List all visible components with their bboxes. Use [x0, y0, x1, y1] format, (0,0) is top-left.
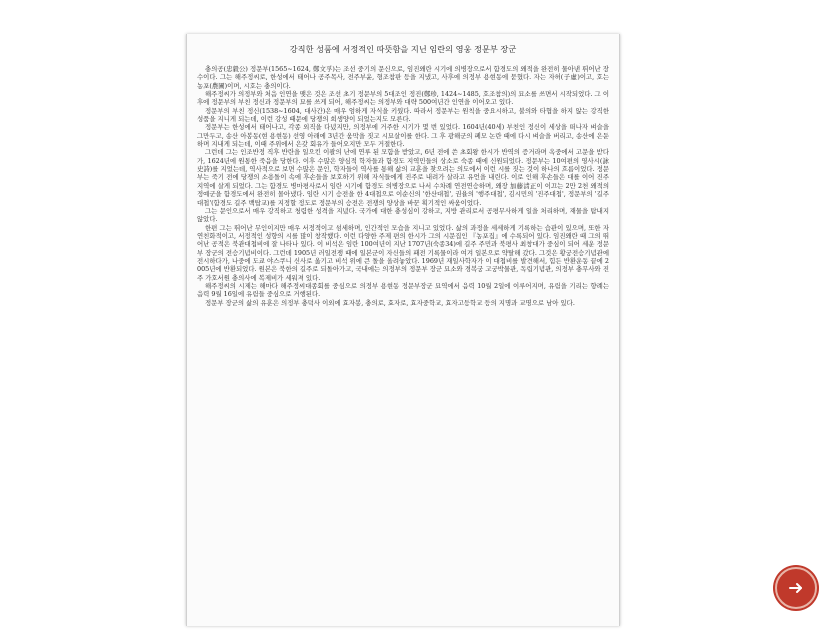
document-title: 강직한 성품에 서정적인 따뜻함을 지닌 임란의 영웅 정문부 장군	[289, 44, 517, 54]
paragraph: 정문부는 한성에서 태어나고, 각종 외직을 다녔지만, 의정부에 거주한 시기가 몇 번 있었다. 1604년(40세) 부친인 정신이 세상을 떠나자 벼슬을 그만두고, 송산 아봉동(현 용현동) 선영 아래에 3년간 움막을 짓고 시묘살이를 한다. 그 후 광해군의 폐모 논란 때에 다시 벼슬을 버리고, 송산에 은둔하며 지내게 되는데, 이때 주위에서 은갖 회유가 들어오지만 모두 거절한다.	[197, 123, 609, 149]
document-page	[186, 34, 620, 626]
paragraph: 그는 문인으로서 매우 강직하고 청렴한 성격을 지녔다. 국가에 대한 충성심이 강하고, 지방 관리로서 공평무사하게 일을 처리하며, 재물을 탐내지 않았다.	[197, 206, 609, 224]
next-slide-button[interactable]	[775, 567, 817, 609]
paragraph: 한편 그는 뛰어난 무인이지만 매우 서정적이고 섬세하며, 인간적인 모습을 지니고 있었다. 삶의 과정을 세세하게 기록하는 습관이 있으며, 또한 자연친화적이고, 서정적인 성향의 시를 많이 창작했다. 이런 다양한 주제 편의 한시가 그의 시문집인 『농포집』에 수록되어 있다. 임진왜란 때 그의 뛰어난 공적은 북관대첩비에 잘 나타나 있다. 이 비석은 임란 100여년이 지난 1707년(숙종34)에 길주 주민과 북평사 최창대가 중심이 되어 세운 정문부 장군의 전승기념비이다. 그런데 1905년 러일전쟁 때에 일본군이 자신들의 패전 기록물이라 여겨 일본으로 약탈해 갔다. 그것은 황궁전승기념관에 전시하다가, 나중에 도쿄 야스쿠니 신사로 옮기고 비석 위에 큰 돌을 올려놓았다. 1969년 재일사학자가 이 대첩비를 발견해서, 힘든 반환운동 끝에 2005년에 반환되었다. 원본은 북한의 길주로 되돌아가고, 국내에는 의정부의 정문부 장군 묘소와 경복궁 고궁박물관, 독립기념관, 의정부 충무사와 진주 가호서원 충의사에 복제비가 세워져 있다.	[197, 223, 609, 282]
paragraph: 그런데 그는 인조반정 직후 반란을 일으킨 이괄의 난에 연루 된 모함을 받았고, 6년 전에 쓴 초회왕 한시가 반역의 증거라며 옥중에서 고문을 받다가, 1624년에 원통한 죽음을 당한다. 이후 수많은 양심적 학자들과 함경도 지역민들의 상소로 숙종 때에 신원되었다. 정문부는 10여편의 영사시(詠史詩)를 지었는데, 역사적으로 보면 수많은 문인, 학자들이 역사를 통해 삶의 교훈을 찾으려는 의도에서 이런 시를 짓는 것이 하나의 흐름이었다. 정문부는 죽기 전에 당쟁의 소용돌이 속에 후손들을 보호하기 위해 자식들에게 진주로 내려가 살라고 유언을 내린다. 이로 인해 후손들은 대를 이어 진주 지역에 살게 되었다. 그는 함경도 병마평사로서 임란 시기에 함경도 의병장으로 나서 수차례 연전연승하며, 왜장 加藤淸正이 이끄는 2만 2천 왜적의 정예군을 함경도에서 완전히 몰아냈다. 임란 시기 승전을 한 4대첩으로 이순신의 '한산대첩', 권율의 '행주대첩', 김시민의 '진주대첩', 정문부의 '길주대첩'(함경도 길주 백탑교)를 지정할 정도로 정문부의 승전은 전쟁의 양상을 바꾼 획기적인 싸움이었다.	[197, 148, 609, 207]
paragraph: 해주정씨의 시제는 해마다 해주정씨대종회를 중심으로 의정부 용현동 정문부장군 묘역에서 음력 10월 2일에 이루어지며, 유림을 기리는 향례는 음력 9월 16일에 유림들 중심으로 거행된다.	[197, 281, 609, 299]
arrow-right-icon	[787, 579, 805, 597]
document-body	[197, 65, 609, 307]
paragraph: 정문부의 부친 정신(1538~1604, 대사간)은 매우 엄하게 자식을 키웠다. 따라서 정문부는 원칙을 중요시하고, 불의와 타협을 하지 않는 강직한 성품을 지니게 되는데, 이런 강성 때문에 당쟁의 희생양이 되었는지도 모른다.	[197, 106, 609, 124]
paragraph: 해주정씨가 의정부와 처음 인연을 맺은 것은 조선 초기 정문부의 5대조인 정진(鄭珍, 1424~1485, 호조참의)의 묘소를 쓰면서 시작되었다. 그 이후에 정문부의 부친 정신과 정문부의 묘를 쓰게 되어, 해주정씨는 의정부와 대략 500여년간 인연을 이어오고 있다.	[197, 90, 609, 107]
paragraph: 정문부 장군의 삶의 유훈은 의정부 충덕사 이외에 효자봉, 충의로, 효자로, 효자중학교, 효자고등학교 등의 지명과 교명으로 남아 있다.	[205, 298, 575, 307]
paragraph: 충의공(忠毅公) 정문부(1565~1624, 鄭文孚)는 조선 중기의 문신으로, 임진왜란 시기에 의병장으로서 함경도의 왜적을 완전히 물아낸 뛰어난 장수이다. 그는 해주정씨로, 한성에서 태어나 공주목사, 전주부윤, 형조참판 등을 지냈고, 사후에 의정부 용현동에 묻혔다. 자는 자허(子虛)이고, 호는 농포(農圃)이며, 시호는 충의이다.	[197, 65, 609, 90]
